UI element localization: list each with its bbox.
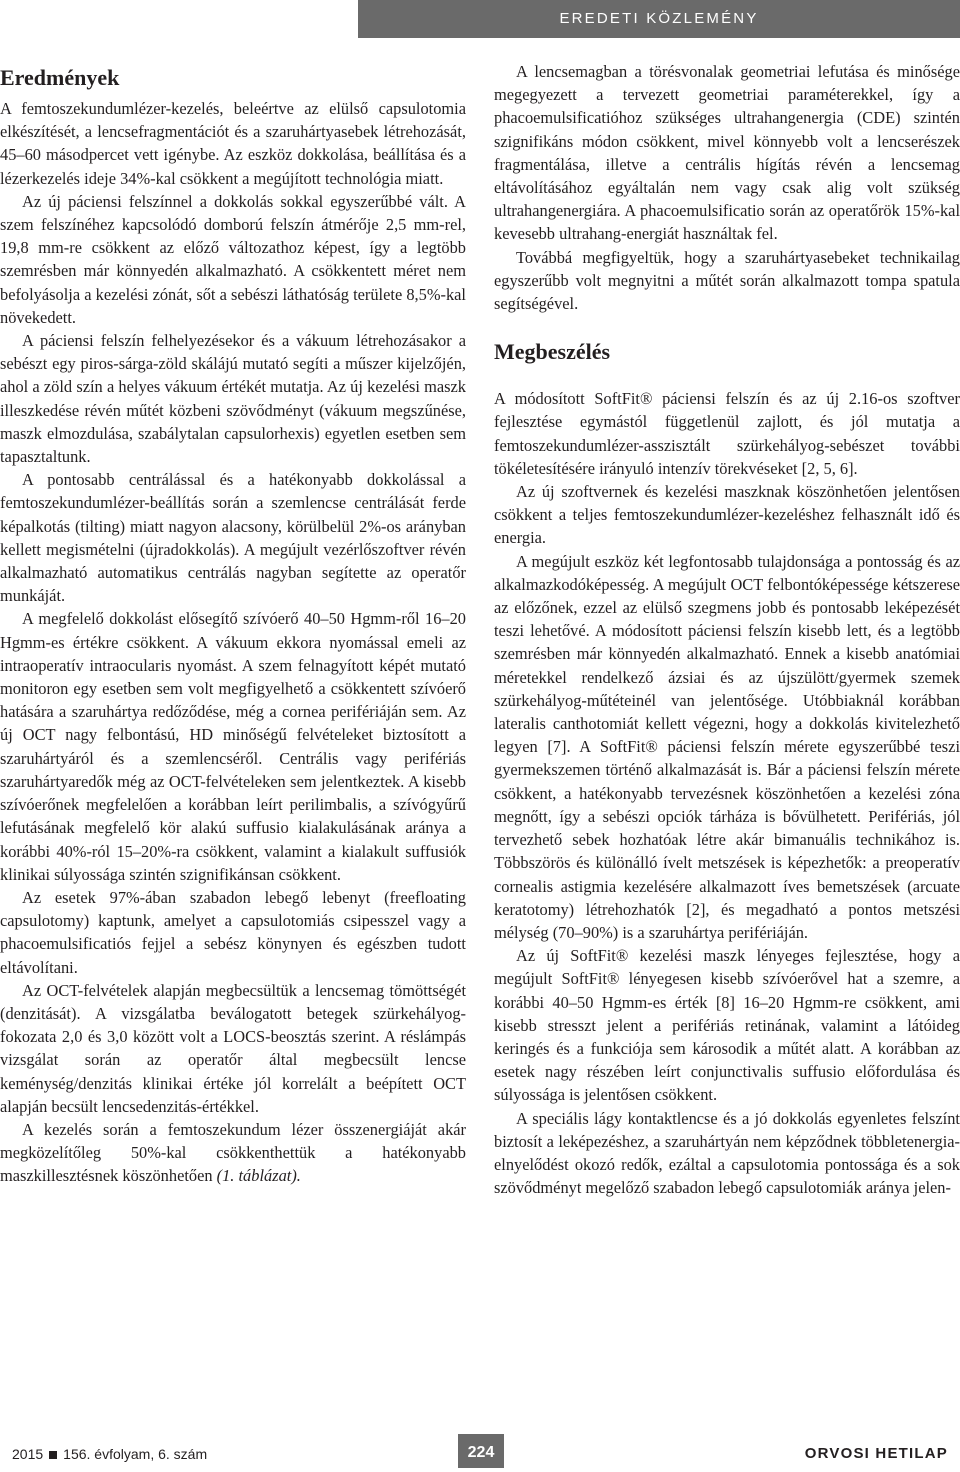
paragraph: A pontosabb centrálással és a hatékonyabb dokkolással a femtoszekundumlézer-beállítás során a szemlencse centrálását ferde képalkotás (tilting) miatt nagyon alacsony, körülbelül 2%-os arányban kellett megismételni (újradokkolás). A megújult vezérlőszoftver révén alkalmazható automatikus centrálás nagyban segítette az operatőr munkáját. — [0, 470, 466, 606]
issue-volume: 156. évfolyam, 6. szám — [63, 1446, 208, 1462]
page-number: 224 — [458, 1434, 504, 1468]
page-footer — [0, 1432, 960, 1470]
section-heading-results: Eredmények — [0, 65, 120, 90]
paragraph: A speciális lágy kontaktlencse és a jó dokkolás egyenletes felszínt biztosít a leképezéshez, a szaruhártyán nem képződnek többletenergia-elnyelődést okozó redők, ezáltal a capsulotomia pontossága és a sok szövődményt megelőző szabadon lebegő capsulotomiák aránya jelen- — [494, 1108, 960, 1198]
paragraph: Az új páciensi felszínnel a dokkolás sokkal egyszerűbbé vált. A szem felszínéhez kapcsolódó domború felszín átmérője 2,5 mm-rel, 19,8 mm-re csökkent az előző változathoz képest, így a legtöbb szemrésben már könnyedén alkalmazható. A csökkentett méret nem befolyásolja a kezelési zónát, sőt a sebészi láthatóság területe 8,5%-kal növekedett. — [0, 191, 466, 327]
issue-year: 2015 — [12, 1446, 44, 1462]
table-reference: (1. táblázat). — [216, 1166, 301, 1186]
paragraph: Az új SoftFit® kezelési maszk lényeges fejlesztése, hogy a megújult SoftFit® lényegesen kisebb szívóerővel hat a szemre, a korábbi 40–50 Hgmm-es érték [8] 16–20 Hgmm-re csökkent, ami kisebb stresszt jelent a perifériás retinának, valamint a látóideg keringés és a funkciója sem károsodik a műtét alatt. A korábban az esetek nagy részében leírt conjunctivalis suffusio előfordulása és súlyossága is jelentősen csökkent. — [494, 946, 960, 1105]
paragraph: A módosított SoftFit® páciensi felszín és az új 2.16-os szoftver fejlesztése egymástól függetlenül zajlott, és jól mutatja a femtoszekundumlézer-asszisztált szürkehályog-sebészet további tökéletesítésére irányuló intenzív törekvéseket [2, 5, 6]. — [494, 389, 960, 478]
right-column — [494, 60, 960, 1199]
paragraph: A lencsemagban a törésvonalak geometriai lefutása és minősége megegyezett a tervezett geometriai paraméterekkel, így a phacoemulsificatióhoz szükséges ultrahangenergia (CDE) szintén szignifikáns módon csökkent, mivel könnyebb volt a lencserészek fragmentálása, illetve a centrális hígítás révén a lencsemag eltávolításához egyáltalán nem vagy csak alig volt szükség ultrahangenergiára. A phacoemulsificatio során az operatőrök 15%-kal kevesebb ultrahang-energiát használtak fel. — [494, 62, 960, 244]
paragraph: A megfelelő dokkolást elősegítő szívóerő 40–50 Hgmm-ről 16–20 Hgmm-es értékre csökkent. A vákuum ekkora nyomással emeli az intraoperatív intraocularis nyomást. A szem felnagyított képét mutató monitoron egy esetben sem volt megfigyelhető a csökkentett szívóerő hatására a szaruhártya redőződése, még a cornea perifériáján sem. Az új OCT nagy felbontású, HD minőségű felvételeket biztosított a szaruhártyáról és a szemlencséről. Centrális vagy perifériás szaruhártyaredők még az OCT-felvételeken sem jelentkeztek. A kisebb szívóerőnek megfelelően a korábban leírt perilimbalis, a szívógyűrű lefutásának megfelelő kör alakú suffusio kialakulásának aránya a korábbi 40%-ról 15–20%-ra csökkent, valamint a kialakult suffusiók klinikai súlyossága szintén szignifikánsan csökkent. — [0, 609, 466, 884]
square-bullet-icon — [49, 1451, 57, 1459]
paragraph: Az OCT-felvételek alapján megbecsültük a lencsemag tömöttségét (denzitását). A vizsgálatba beválogatott betegek szürkehályog-fokozata 2,0 és 3,0 között volt a LOCS-beosztás szerint. A réslámpás vizsgálat során az operatőr által megbecsült lencse keménység/denzitás klinikai értéke jól korrelált a beépített OCT alapján becsült lencsedenzitás-értékkel. — [0, 980, 466, 1116]
issue-info — [12, 1446, 207, 1462]
paragraph: A megújult eszköz két legfontosabb tulajdonsága a pontosság és az alkalmazkodóképesség. A megújult OCT felbontóképessége kétszerese az előzőnek, ezzel az elülső szegmens jobb és pontosabb leképezését teszi lehetővé. A módosított páciensi felszín kisebb lett, és a legtöbb szemrésben már könnyedén alkalmazható. Ennek a kisebb anatómiai méretekkel rendelkező ázsiai és az újszülött/gyermek szemek szürkehályog-műtéteinél van jelentősége. Utóbbiaknál korábban lateralis canthotomiát kellett végezni, hogy a dokkolás kivitelezhető legyen [7]. A SoftFit® páciensi felszín mérete egyszerűbbé teszi gyermekszemen történő alkalmazását is. Bár a páciensi felszín mérete csökkent, a hatékonyabb tervezésnek köszönhetően a kezelési zóna megnőtt, így a sebészi opciók tárháza is bővülhetett. Perifériás, jól tervezhető sebek hozhatóak létre akár bimanuális technikához is. Többszörös és különálló ívelt metszések is képezhetők: a preoperatív cornealis astigmia kezelésére alkalmazott íves bemetszések (arcuate keratotomy) létrehozhatók [2], és megadható a pontos metszési mélység (70–90%) is a szaruhártya perifériáján. — [494, 551, 960, 942]
journal-name: ORVOSI HETILAP — [804, 1445, 948, 1462]
section-label-banner: EREDETI KÖZLEMÉNY — [358, 0, 960, 38]
paragraph-text: A kezelés során a femtoszekundum lézer összenergiáját akár megközelítőleg 50%-kal csökkenthettük a hatékonyabb maszkillesztésnek köszönhetően — [0, 1119, 466, 1186]
paragraph: A páciensi felszín felhelyezésekor és a vákuum létrehozásakor a sebészt egy piros-sárga-zöld skálájú mutató segíti a műszer kijelzőjén, ahol a zöld szín a helyes vákuum értékét mutatja. Az új kezelési maszk illeszkedése révén műtét közbeni szövődményt (vákuum megszűnése, maszk elmozdulása, szabálytalan capsulorhexis) egyetlen esetben sem tapasztaltunk. — [0, 331, 466, 467]
left-column — [0, 60, 466, 1188]
paragraph — [0, 1118, 466, 1188]
section-heading-discussion: Megbeszélés — [494, 339, 611, 365]
paragraph: Az új szoftvernek és kezelési maszknak köszönhetően jelentősen csökkent a teljes femtoszekundumlézer-kezeléshez felhasznált idő és energia. — [494, 482, 960, 548]
paragraph: Továbbá megfigyeltük, hogy a szaruhártyasebeket technikailag egyszerűbb volt megnyitni a műtét során alkalmazott tompa spatula segítségével. — [494, 247, 960, 314]
paragraph: Az esetek 97%-ában szabadon lebegő lebenyt (freefloating capsulotomy) kaptunk, amelyet a capsulotomiás csipesszel vagy a phacoemulsificatiós fejjel a sebész könynyen és egészben tudott eltávolítani. — [0, 887, 466, 977]
paragraph: A femtoszekundumlézer-kezelés, beleértve az elülső capsulotomia elkészítését, a lencsefragmentációt és a szaruhártyasebek létrehozását, 45–60 másodpercet vett igénybe. Az eszköz dokkolása, beállítása és a lézerkezelés ideje 34%-kal csökkent a megújított technológia miatt. — [0, 99, 466, 188]
